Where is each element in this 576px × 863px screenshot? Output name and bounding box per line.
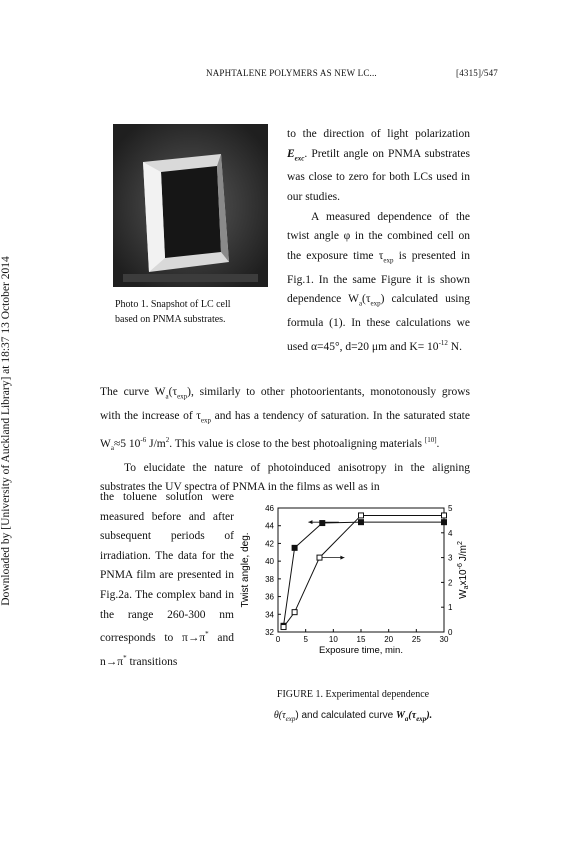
- anchoring-energy-point: [281, 625, 286, 630]
- y-tick-label: 38: [265, 574, 274, 584]
- figure-1-chart: [234, 500, 474, 668]
- anchoring-energy-point: [317, 555, 322, 560]
- citation: [10]: [424, 435, 437, 444]
- plot-frame: [278, 508, 444, 632]
- paragraph: A measured dependence of the twist angle φ in the combined cell on the exposure time $\tau_{exp}$ is presented in Fig.1. In the same Figure it is shown dependence $W_a(\tau_{exp})$ calculated using formula (1). In these calculations we used α=45°, d=20 μm and $K= 10^{-12}$ N.: [287, 210, 470, 353]
- x-tick-label: 20: [384, 635, 394, 644]
- photo-caption-line: based on PNMA substrates.: [115, 314, 226, 325]
- lc-cell-photo: [113, 124, 268, 287]
- y2-tick-label: 1: [448, 603, 453, 613]
- arrowhead-icon: [340, 556, 344, 560]
- x-tick-label: 10: [328, 635, 338, 644]
- y2-tick-label: 2: [448, 578, 453, 588]
- arrowhead-icon: [308, 520, 312, 524]
- x-tick-label: 0: [275, 635, 281, 644]
- left-column-text: [100, 488, 234, 672]
- x-tick-label: 30: [439, 635, 449, 644]
- x-tick-label: 25: [411, 635, 421, 644]
- y-tick-label: 40: [265, 557, 274, 567]
- series-line: [284, 515, 444, 627]
- anchoring-energy-point: [292, 610, 297, 615]
- x-axis-label: Exposure time, min.: [319, 645, 403, 656]
- series-line: [284, 522, 444, 626]
- y2-tick-label: 3: [448, 553, 453, 563]
- lc-cell-photo-drawing: [113, 124, 268, 287]
- y2-tick-label: 4: [448, 528, 453, 538]
- photo-caption: [115, 297, 275, 327]
- y-tick-label: 32: [265, 628, 274, 637]
- e-exc-symbol: E: [287, 147, 295, 160]
- anchoring-energy-point: [359, 513, 364, 518]
- running-title: NAPHTALENE POLYMERS AS NEW LC...: [206, 68, 377, 78]
- y-tick-label: 34: [265, 610, 274, 620]
- figure-caption-line: $\theta(\tau_{exp})$ and calculated curve $W_a(\tau_{exp})$.: [273, 710, 433, 723]
- twist-angle-point: [292, 545, 297, 550]
- y-tick-label: 42: [265, 539, 274, 549]
- twist-angle-point: [320, 521, 325, 526]
- twist-angle-point: [359, 520, 364, 525]
- full-width-text: [100, 383, 470, 498]
- x-tick-label: 5: [303, 635, 308, 644]
- right-column-text: [287, 125, 470, 357]
- download-watermark: Downloaded by [University of Auckland Library] at 18:37 13 October 2014: [0, 256, 12, 606]
- twist-angle-point: [442, 520, 447, 525]
- y-tick-label: 46: [265, 504, 274, 513]
- y2-tick-label: 0: [448, 628, 453, 637]
- paragraph: The curve $W_a(\tau_{exp})$, similarly to other photoorientants, monotonously grows with the increase of $\tau_{exp}$ and has a tendency of saturation. In the saturated state $W_a\approx 5$ $10^{-6}$ $J/m^2$. This value is close to the best photoaligning materials [10].: [100, 386, 470, 452]
- paragraph: the toluene solution were measured before and after subsequent periods of irradiation. The data for the PNMA film are presented in Fig.2a. The complex band in the range 260-300 nm corresponds to π→π* and n→π* transitions: [100, 491, 234, 668]
- y-axis-label: Twist angle, deg.: [240, 532, 251, 608]
- y-tick-label: 44: [265, 521, 274, 531]
- x-tick-label: 15: [356, 635, 366, 644]
- y2-tick-label: 5: [448, 504, 453, 513]
- anchoring-energy-point: [442, 513, 447, 518]
- paragraph: to the direction of light polarization $E_{exc}$. Pretilt angle on PNMA substrates was close to zero for both LCs used in our studies.: [287, 128, 470, 204]
- y2-axis-label: $W_ax10^{-6}J/m^2$: [457, 541, 470, 599]
- paragraph: To elucidate the nature of photoinduced anisotropy in the aligning substrates the UV spectra of PNMA in the films as well as in: [100, 461, 470, 494]
- figure-caption: [238, 684, 468, 730]
- y-tick-label: 36: [265, 592, 274, 602]
- photo-caption-line: Photo 1. Snapshot of LC cell: [115, 299, 231, 310]
- figure-caption-line: FIGURE 1. Experimental dependence: [276, 689, 430, 700]
- page-number: [4315]/547: [456, 68, 498, 78]
